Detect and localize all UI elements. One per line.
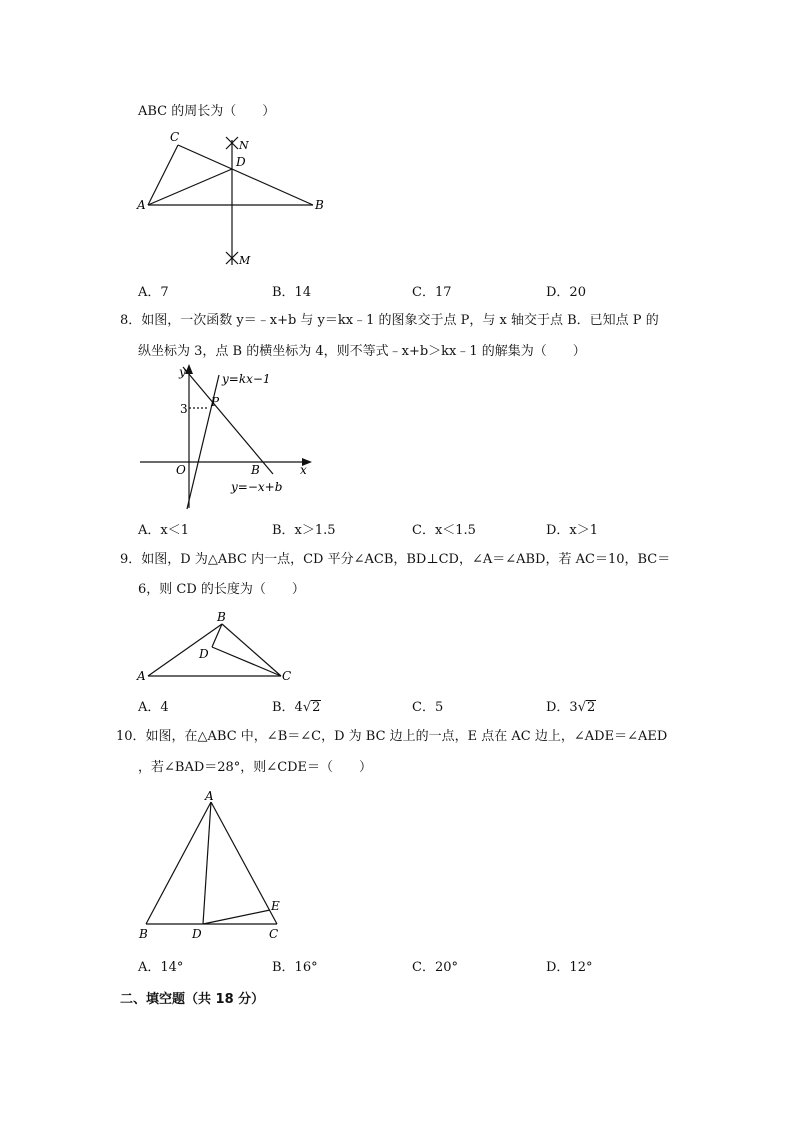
q9-option-b-radicand: 2	[312, 700, 321, 715]
q9-line-2: 6，则 CD 的长度为（ ）	[138, 582, 305, 597]
q8-label-line-kx: y=kx−1	[222, 372, 271, 386]
q8-label-P: P	[211, 395, 220, 409]
q8-label-y-axis: y	[179, 365, 186, 379]
q9-option-b-text: B．4	[272, 700, 303, 715]
q9-option-a: A．4	[138, 700, 169, 715]
q10-label-D: D	[192, 927, 202, 941]
section-heading-fill-in: 二、填空题（共 18 分）	[120, 992, 265, 1007]
q7-option-a: A．7	[138, 285, 169, 300]
q7-label-N: N	[239, 139, 249, 152]
q7-label-B: B	[315, 198, 324, 212]
q9-label-B: B	[217, 610, 226, 624]
q9-option-c: C．5	[412, 700, 444, 715]
q9-option-d-radicand: 2	[587, 700, 596, 715]
q8-label-x-axis: x	[300, 463, 307, 477]
q8-option-a: A．x＜1	[138, 523, 189, 538]
q10-option-a: A．14°	[138, 960, 184, 975]
q8-label-origin: O	[176, 463, 186, 477]
q7-label-C: C	[170, 130, 180, 144]
q10-option-b: B．16°	[272, 960, 318, 975]
q9-option-d-text: D．3	[546, 700, 578, 715]
q8-label-B: B	[251, 463, 260, 477]
q10-line-1: 10．如图，在△ABC 中，∠B＝∠C，D 为 BC 边上的一点，E 点在 AC 边上，∠ADE＝∠AED	[116, 729, 668, 744]
q7-label-D: D	[236, 155, 246, 169]
q8-option-d: D．x＞1	[546, 523, 599, 538]
sqrt-sign: √	[577, 700, 586, 715]
q7-option-b: B．14	[272, 285, 312, 300]
q8-option-b: B．x＞1.5	[272, 523, 336, 538]
q8-option-c: C．x＜1.5	[412, 523, 476, 538]
q7-stem-tail: ABC 的周长为（ ）	[138, 104, 276, 119]
q7-label-M: M	[239, 254, 251, 267]
q7-option-c: C．17	[412, 285, 452, 300]
q8-line-2: 纵坐标为 3，点 B 的横坐标为 4，则不等式﹣x+b＞kx﹣1 的解集为（ ）	[138, 344, 586, 359]
sqrt-sign: √	[302, 700, 312, 715]
q9-label-D: D	[199, 647, 209, 661]
q7-label-A: A	[137, 198, 146, 212]
q10-label-E: E	[271, 899, 280, 913]
q10-line-2: ，若∠BAD＝28°，则∠CDE＝（ ）	[138, 760, 373, 775]
q9-label-C: C	[282, 669, 292, 683]
q10-option-c: C．20°	[412, 960, 458, 975]
q9-label-A: A	[137, 669, 146, 683]
q9-line-1: 9．如图，D 为△ABC 内一点，CD 平分∠ACB，BD⊥CD，∠A＝∠ABD，若 AC＝10，BC＝	[120, 552, 671, 567]
q8-label-line-b: y=−x+b	[231, 480, 283, 494]
q8-line-1: 8．如图，一次函数 y＝﹣x+b 与 y＝kx﹣1 的图象交于点 P，与 x 轴交于点 B．已知点 P 的	[120, 313, 659, 328]
q10-label-C: C	[269, 927, 279, 941]
q10-label-B: B	[139, 927, 148, 941]
q10-label-A: A	[205, 789, 214, 803]
q10-option-d: D．12°	[546, 960, 593, 975]
q7-option-d: D．20	[546, 285, 586, 300]
q8-label-3: 3	[180, 402, 188, 416]
